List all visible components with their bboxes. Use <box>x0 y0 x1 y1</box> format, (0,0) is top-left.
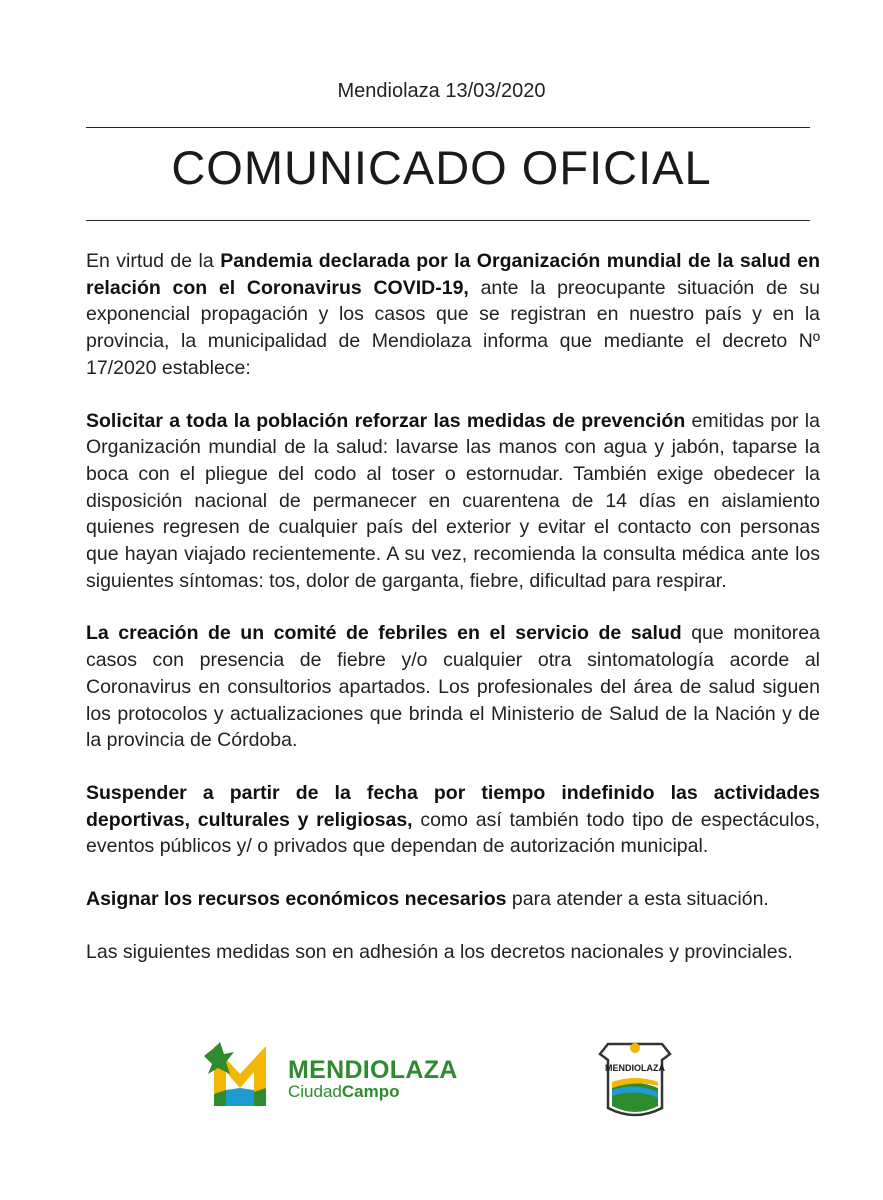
paragraph-adhesion <box>86 939 820 966</box>
brand-subtitle <box>288 1082 400 1102</box>
brand-subtitle-bold: Campo <box>341 1082 400 1101</box>
paragraph-text: emitidas por la Organización mundial de la salud: lavarse las manos con agua y jabón, taparse la boca con el pliegue del codo al toser o estornudar. También exige obedecer la disposición nacional de permanecer en cuarentena de 14 días en aislamiento quienes regresen de cualquier país del exterior y evitar el contacto con personas que hayan viajado recientemente. A su vez, recomienda la consulta médica ante los siguientes síntomas: tos, dolor de garganta, fiebre, dificultad para respirar. <box>86 409 820 592</box>
document-date: Mendiolaza 13/03/2020 <box>337 80 546 102</box>
paragraph-text: ante la preocupante situación de su exponencial propagación y los casos que se registran en nuestro país y en la provincia, la municipalidad de Mendiolaza informa que mediante el decreto Nº 17/2020 establece: <box>86 276 820 379</box>
paragraph-bold: Asignar los recursos económicos necesarios <box>86 888 507 911</box>
bottom-divider <box>86 220 810 221</box>
paragraph-resources <box>86 886 820 913</box>
m-leaf-icon <box>200 1038 280 1110</box>
brand-name: MENDIOLAZA <box>288 1056 458 1084</box>
paragraph-suspension <box>86 780 820 860</box>
municipal-seal <box>590 1030 680 1120</box>
paragraph-text: En virtud de la <box>86 250 221 272</box>
paragraph-committee <box>86 620 820 754</box>
paragraph-text: como así también todo tipo de espectáculos, eventos públicos y/ o privados que dependan de autorización municipal. <box>86 808 820 858</box>
paragraph-intro <box>86 248 820 382</box>
seal-text: MENDIOLAZA <box>605 1063 665 1073</box>
paragraph-text: para atender a esta situación. <box>506 888 769 911</box>
seal-emblem-icon <box>590 1030 680 1120</box>
top-divider <box>86 127 810 128</box>
paragraph-bold: La creación de un comité de febriles en el servicio de salud <box>86 622 682 645</box>
paragraph-bold: Pandemia declarada por la Organización mundial de la salud en relación con el Coronavirus COVID-19, <box>86 250 821 299</box>
paragraph-bold: Suspender a partir de la fecha por tiempo indefinido las actividades deportivas, culturales y religiosas, <box>86 781 820 831</box>
brand-subtitle-light: Ciudad <box>288 1082 342 1101</box>
paragraph-prevention <box>86 408 820 595</box>
document-body <box>86 248 820 991</box>
mendiolaza-ciudad-campo-logo <box>200 1038 470 1110</box>
paragraph-bold: Solicitar a toda la población reforzar las medidas de prevención <box>86 409 686 432</box>
document-title: COMUNICADO OFICIAL <box>171 141 712 194</box>
paragraph-text: Las siguientes medidas son en adhesión a los decretos nacionales y provinciales. <box>86 940 793 963</box>
paragraph-text: que monitorea casos con presencia de fiebre y/o cualquier otra sintomatología acorde al Coronavirus en consultorios apartados. Los profesionales del área de salud siguen los protocolos y actualizaciones que brinda el Ministerio de Salud de la Nación y de la provincia de Córdoba. <box>86 622 820 752</box>
